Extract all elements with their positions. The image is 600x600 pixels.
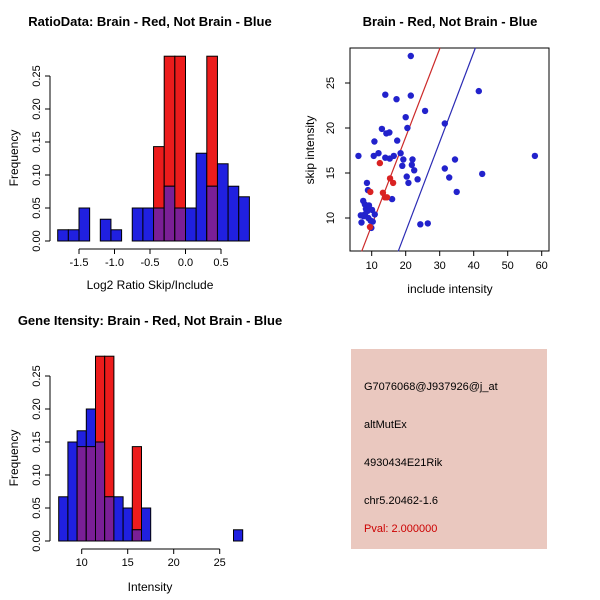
histogram-bar-overlap xyxy=(175,208,186,241)
scatter-point xyxy=(372,211,378,217)
histogram-bar-overlap xyxy=(207,186,218,241)
tick-label: 0.15 xyxy=(31,131,43,153)
scatter-point xyxy=(400,156,406,162)
tick-label: 0.10 xyxy=(31,464,43,486)
scatter-point xyxy=(386,129,392,135)
scatter-title: Brain - Red, Not Brain - Blue xyxy=(362,14,538,29)
scatter-point xyxy=(358,212,364,218)
tick-label: 10 xyxy=(75,557,88,569)
info-pval: Pval: 2.000000 xyxy=(364,523,438,535)
tick-label: 0.20 xyxy=(31,98,43,120)
scatter-point xyxy=(377,160,383,166)
tick-label: 0.25 xyxy=(31,65,43,87)
histogram-bar-blue xyxy=(79,208,90,241)
scatter-point xyxy=(355,153,361,159)
scatter-point xyxy=(409,156,415,162)
scatter-point xyxy=(397,150,403,156)
tick-label: 0.5 xyxy=(213,257,229,269)
scatter-point xyxy=(408,92,414,98)
histogram-bar-blue xyxy=(239,197,250,241)
scatter-point xyxy=(364,180,370,186)
tick-label: 0.10 xyxy=(31,164,43,186)
scatter-point xyxy=(403,114,409,120)
info-gene-symbol: 4930434E21Rik xyxy=(364,457,443,469)
histogram-bar-overlap xyxy=(86,447,95,541)
tick-label: 10 xyxy=(325,211,337,225)
tick-label: 0.05 xyxy=(31,497,43,519)
tick-label: 0.0 xyxy=(177,257,194,269)
tick-label: -1.0 xyxy=(105,257,124,269)
scatter-point xyxy=(425,220,431,226)
scatter-point xyxy=(404,173,410,179)
histogram-bar-overlap xyxy=(154,208,165,241)
tick-label: 15 xyxy=(325,166,337,180)
scatter-point xyxy=(382,92,388,98)
tick-label: 20 xyxy=(167,557,180,569)
histogram-bar-blue xyxy=(100,219,111,241)
scatter-point xyxy=(371,138,377,144)
gene-info-panel xyxy=(351,349,547,549)
scatter-point xyxy=(422,108,428,114)
scatter-point xyxy=(479,171,485,177)
tick-label: 25 xyxy=(213,557,226,569)
gene-histogram-ylabel: Frequency xyxy=(7,429,21,487)
tick-label: 0.25 xyxy=(31,365,43,387)
histogram-bar-red xyxy=(132,447,141,541)
tick-label: 25 xyxy=(325,76,337,90)
scatter-point xyxy=(532,153,538,159)
histogram-bar-overlap xyxy=(132,530,141,541)
scatter-point xyxy=(411,167,417,173)
tick-label: 0.00 xyxy=(31,530,43,552)
scatter-point xyxy=(399,163,405,169)
histogram-bar-blue xyxy=(132,208,143,241)
histogram-bar-blue xyxy=(196,153,207,241)
scatter-point xyxy=(442,120,448,126)
scatter-point xyxy=(390,180,396,186)
scatter-point xyxy=(414,176,420,182)
histogram-bar-blue xyxy=(217,164,228,241)
tick-label: 0.15 xyxy=(31,431,43,453)
tick-label: 50 xyxy=(501,260,514,272)
histogram-bar-blue xyxy=(68,230,79,241)
histogram-bar-blue xyxy=(123,508,132,541)
scatter-point xyxy=(394,137,400,143)
scatter-point xyxy=(408,53,414,59)
scatter-point xyxy=(442,165,448,171)
tick-label: 0.20 xyxy=(31,398,43,420)
tick-label: -0.5 xyxy=(140,257,160,269)
scatter-point xyxy=(452,156,458,162)
scatter-point xyxy=(375,150,381,156)
tick-label: 15 xyxy=(121,557,134,569)
histogram-bar-blue xyxy=(59,497,68,541)
histogram-bar-blue xyxy=(234,530,243,541)
histogram-bar-blue xyxy=(68,442,77,541)
scatter-point xyxy=(391,153,397,159)
ratio-histogram-title: RatioData: Brain - Red, Not Brain - Blue xyxy=(28,14,272,29)
histogram-bar-blue xyxy=(111,230,122,241)
gene-histogram-xlabel: Intensity xyxy=(127,580,173,594)
tick-label: -1.5 xyxy=(69,257,89,269)
histogram-bar-overlap xyxy=(77,447,86,541)
scatter-point xyxy=(446,174,452,180)
notbrain-fit-line xyxy=(398,48,475,251)
scatter-xlabel: include intensity xyxy=(407,282,493,296)
histogram-bar-blue xyxy=(114,497,123,541)
histogram-bar-overlap xyxy=(105,497,114,541)
scatter-point xyxy=(393,96,399,102)
tick-label: 20 xyxy=(325,121,337,135)
tick-label: 0.05 xyxy=(31,197,43,219)
histogram-bar-blue xyxy=(142,508,151,541)
tick-label: 0.00 xyxy=(31,230,43,252)
histogram-bar-overlap xyxy=(164,186,175,241)
scatter-point xyxy=(476,88,482,94)
gene-histogram-title: Gene Itensity: Brain - Red, Not Brain - Blue xyxy=(17,313,283,328)
histogram-bar-blue xyxy=(58,230,69,241)
histogram-bar-blue xyxy=(186,208,197,241)
scatter-point xyxy=(454,189,460,195)
tick-label: 40 xyxy=(467,260,480,272)
histogram-bar-blue xyxy=(228,186,239,241)
histogram-bar-overlap xyxy=(96,442,105,541)
plot-box xyxy=(350,48,549,251)
tick-label: 20 xyxy=(399,260,412,272)
tick-label: 60 xyxy=(535,260,548,272)
info-probe-id: G7076068@J937926@j_at xyxy=(364,381,498,393)
scatter-point xyxy=(384,194,390,200)
scatter-point xyxy=(404,125,410,131)
scatter-point xyxy=(417,221,423,227)
ratio-histogram-xlabel: Log2 Ratio Skip/Include xyxy=(86,278,214,292)
scatter-point xyxy=(405,180,411,186)
scatter-ylabel: skip intensity xyxy=(303,115,317,185)
scatter-point xyxy=(367,224,373,230)
histogram-bar-blue xyxy=(143,208,154,241)
ratio-histogram-ylabel: Frequency xyxy=(7,129,21,187)
info-event-type: altMutEx xyxy=(364,419,407,431)
scatter-point xyxy=(367,189,373,195)
tick-label: 30 xyxy=(433,260,446,272)
tick-label: 10 xyxy=(365,260,378,272)
scatter-point xyxy=(358,219,364,225)
info-locus: chr5.20462-1.6 xyxy=(364,495,438,507)
